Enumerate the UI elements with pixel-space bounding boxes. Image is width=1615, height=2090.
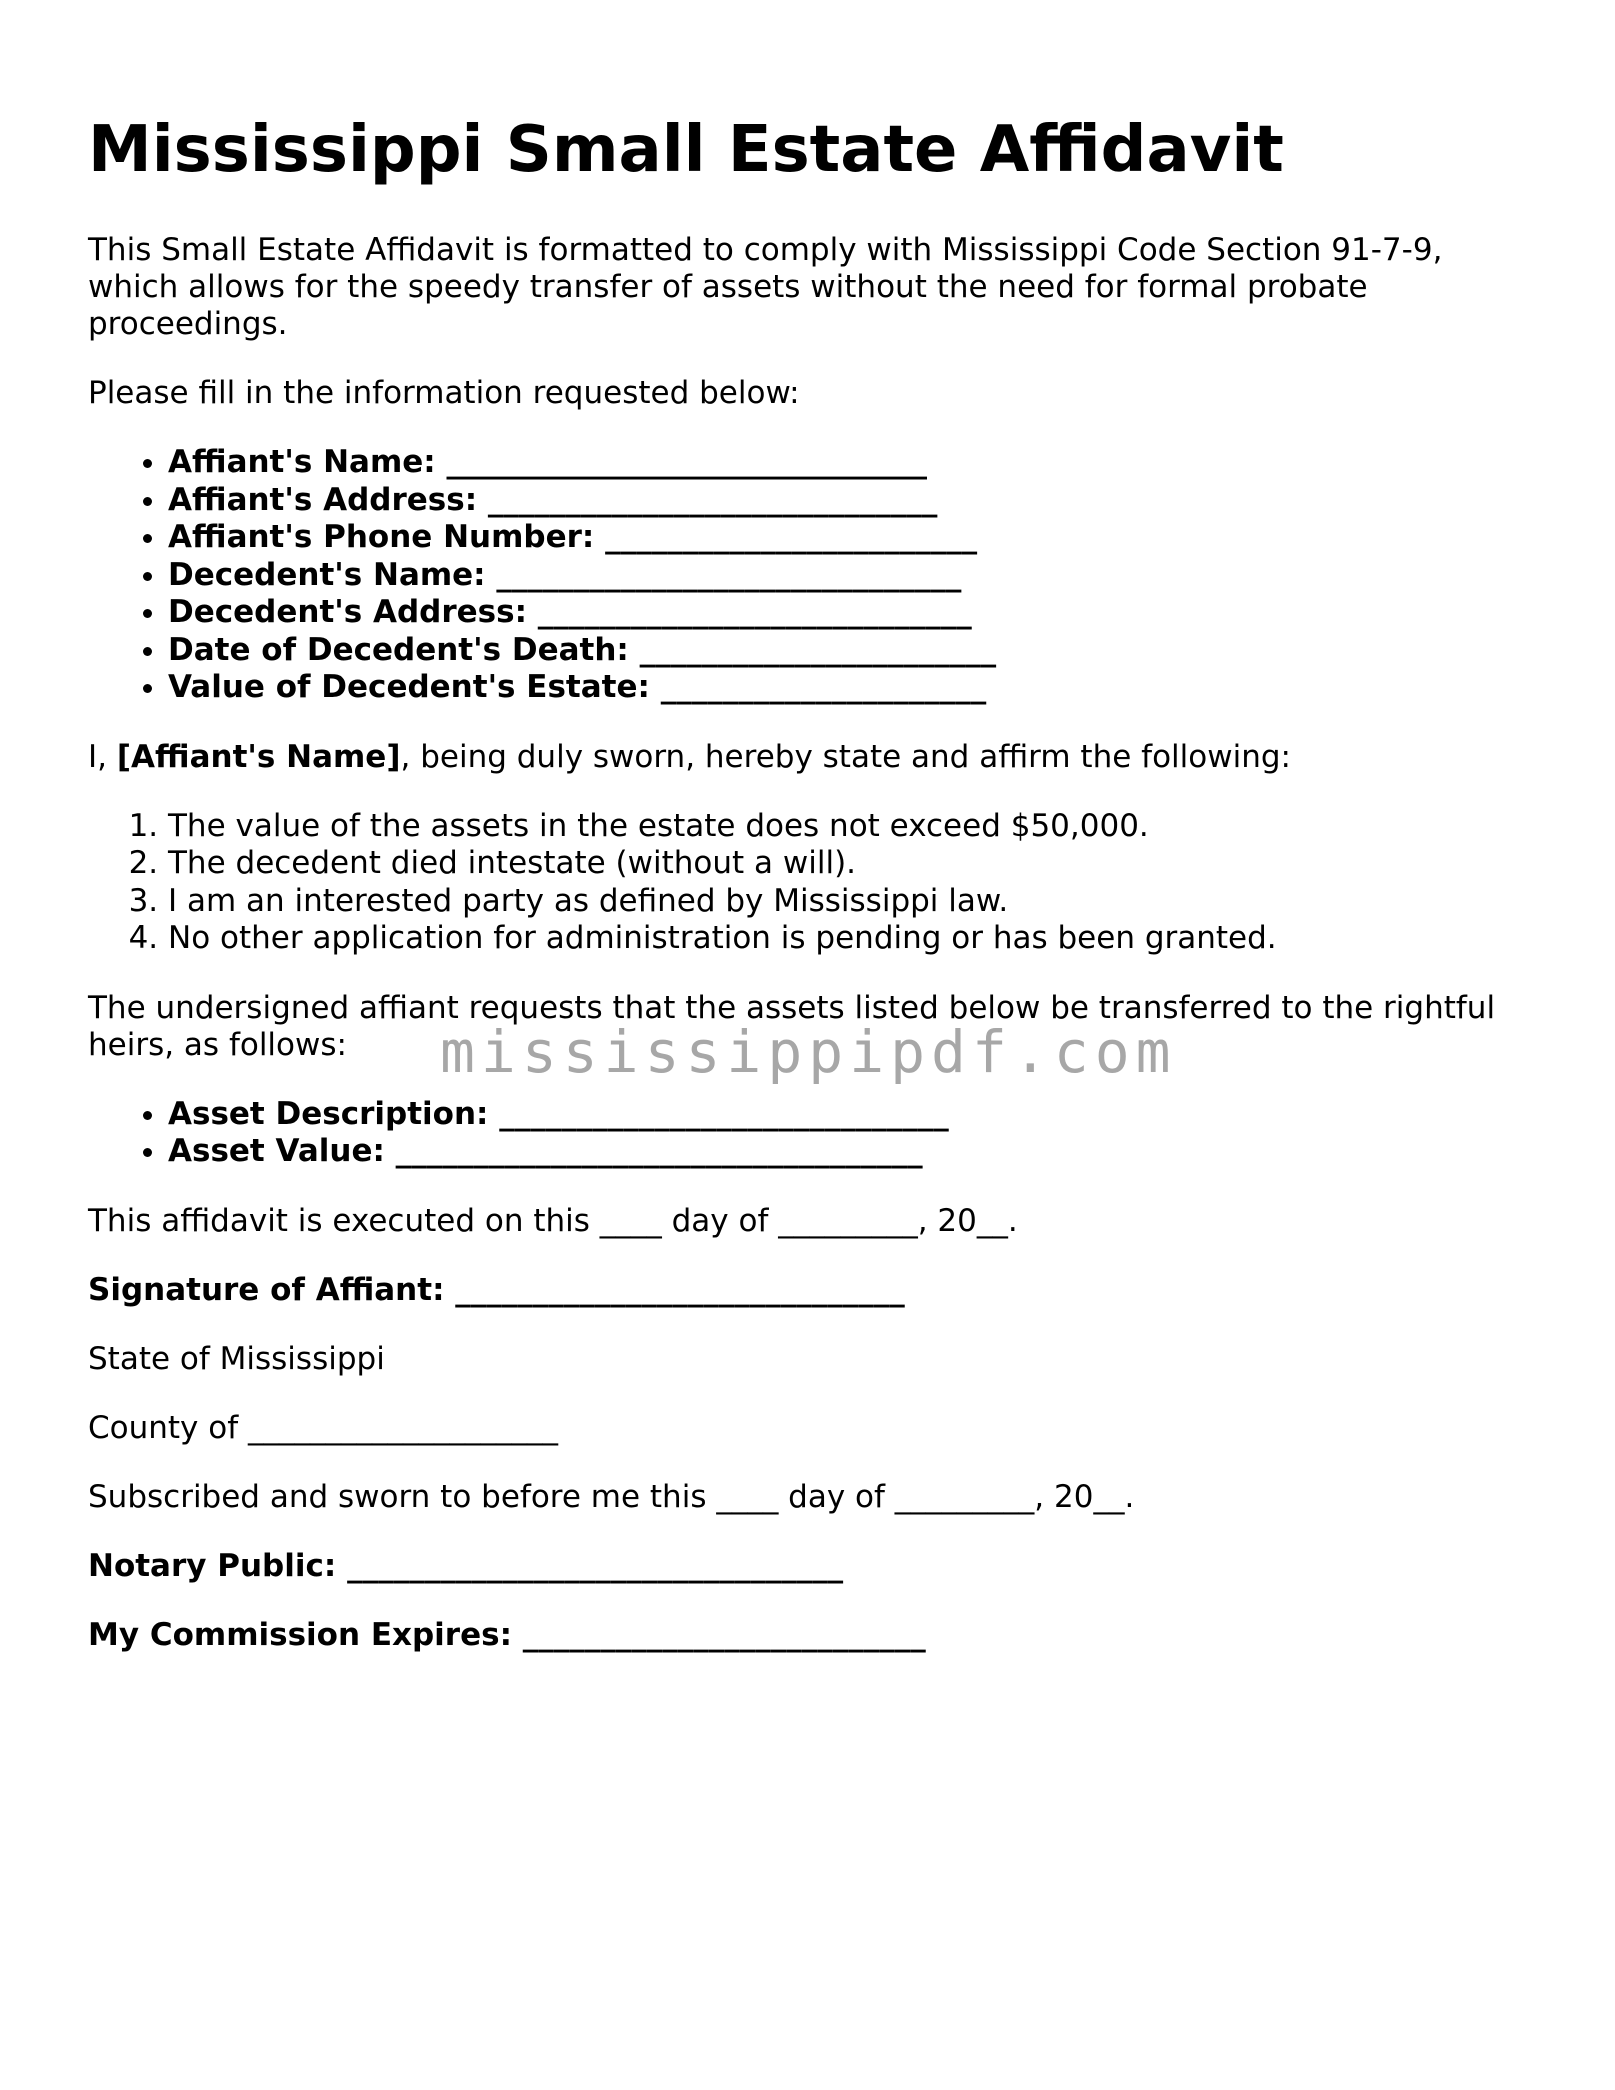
transfer-request-paragraph: The undersigned affiant requests that the assets listed below be transferred to the rightful heirs, as follows: — [88, 989, 1496, 1063]
notary-line[interactable]: Notary Public: ________________________________ — [88, 1547, 844, 1584]
affiant-decedent-fields — [88, 444, 1528, 707]
state-line: State of Mississippi — [88, 1340, 385, 1377]
executed-line[interactable]: This affidavit is executed on this ____ day of _________, 20__. — [88, 1202, 1018, 1239]
asset-fields — [88, 1096, 1528, 1171]
statement-item: 1. The value of the assets in the estate does not exceed $50,000. — [168, 808, 1528, 846]
field-decedent-name[interactable]: • Decedent's Name: ______________________________ — [168, 557, 1528, 595]
oath-paragraph — [88, 739, 1528, 776]
affirmation-statements — [88, 808, 1528, 958]
oath-prefix: I, — [88, 738, 117, 775]
statement-item: 2. The decedent died intestate (without a will). — [168, 845, 1528, 883]
field-estate-value[interactable]: • Value of Decedent's Estate: _____________________ — [168, 669, 1528, 707]
oath-suffix: , being duly sworn, hereby state and affirm the following: — [400, 738, 1291, 775]
field-asset-description[interactable]: • Asset Description: _____________________________ — [168, 1096, 1528, 1134]
field-affiant-address[interactable]: • Affiant's Address: _____________________________ — [168, 482, 1528, 520]
commission-line[interactable]: My Commission Expires: __________________________ — [88, 1616, 926, 1653]
field-asset-value[interactable]: • Asset Value: __________________________________ — [168, 1133, 1528, 1171]
signature-line[interactable]: Signature of Affiant: _____________________________ — [88, 1271, 905, 1308]
statement-item: 4. No other application for administration is pending or has been granted. — [168, 920, 1528, 958]
field-affiant-name[interactable]: • Affiant's Name: _______________________________ — [168, 444, 1528, 482]
field-decedent-address[interactable]: • Decedent's Address: ____________________________ — [168, 594, 1528, 632]
sworn-line[interactable]: Subscribed and sworn to before me this ____ day of _________, 20__. — [88, 1478, 1135, 1515]
document-title: Mississippi Small Estate Affidavit — [88, 113, 1284, 187]
intro-paragraph: This Small Estate Affidavit is formatted to comply with Mississippi Code Section 91-7-9, which allows for the speedy transfer of assets without the need for formal probate proceedings. — [88, 232, 1443, 342]
statement-item: 3. I am an interested party as defined by Mississippi law. — [168, 883, 1528, 921]
watermark-text: mississippipdf.com — [440, 1018, 1177, 1086]
affidavit-document — [88, 110, 1528, 1686]
oath-affiant-name-placeholder: [Affiant's Name] — [116, 738, 401, 775]
fill-prompt: Please fill in the information requested below: — [88, 375, 800, 411]
field-affiant-phone[interactable]: • Affiant's Phone Number: ________________________ — [168, 519, 1528, 557]
county-line[interactable]: County of ____________________ — [88, 1409, 558, 1446]
field-decedent-death-date[interactable]: • Date of Decedent's Death: _______________________ — [168, 632, 1528, 670]
